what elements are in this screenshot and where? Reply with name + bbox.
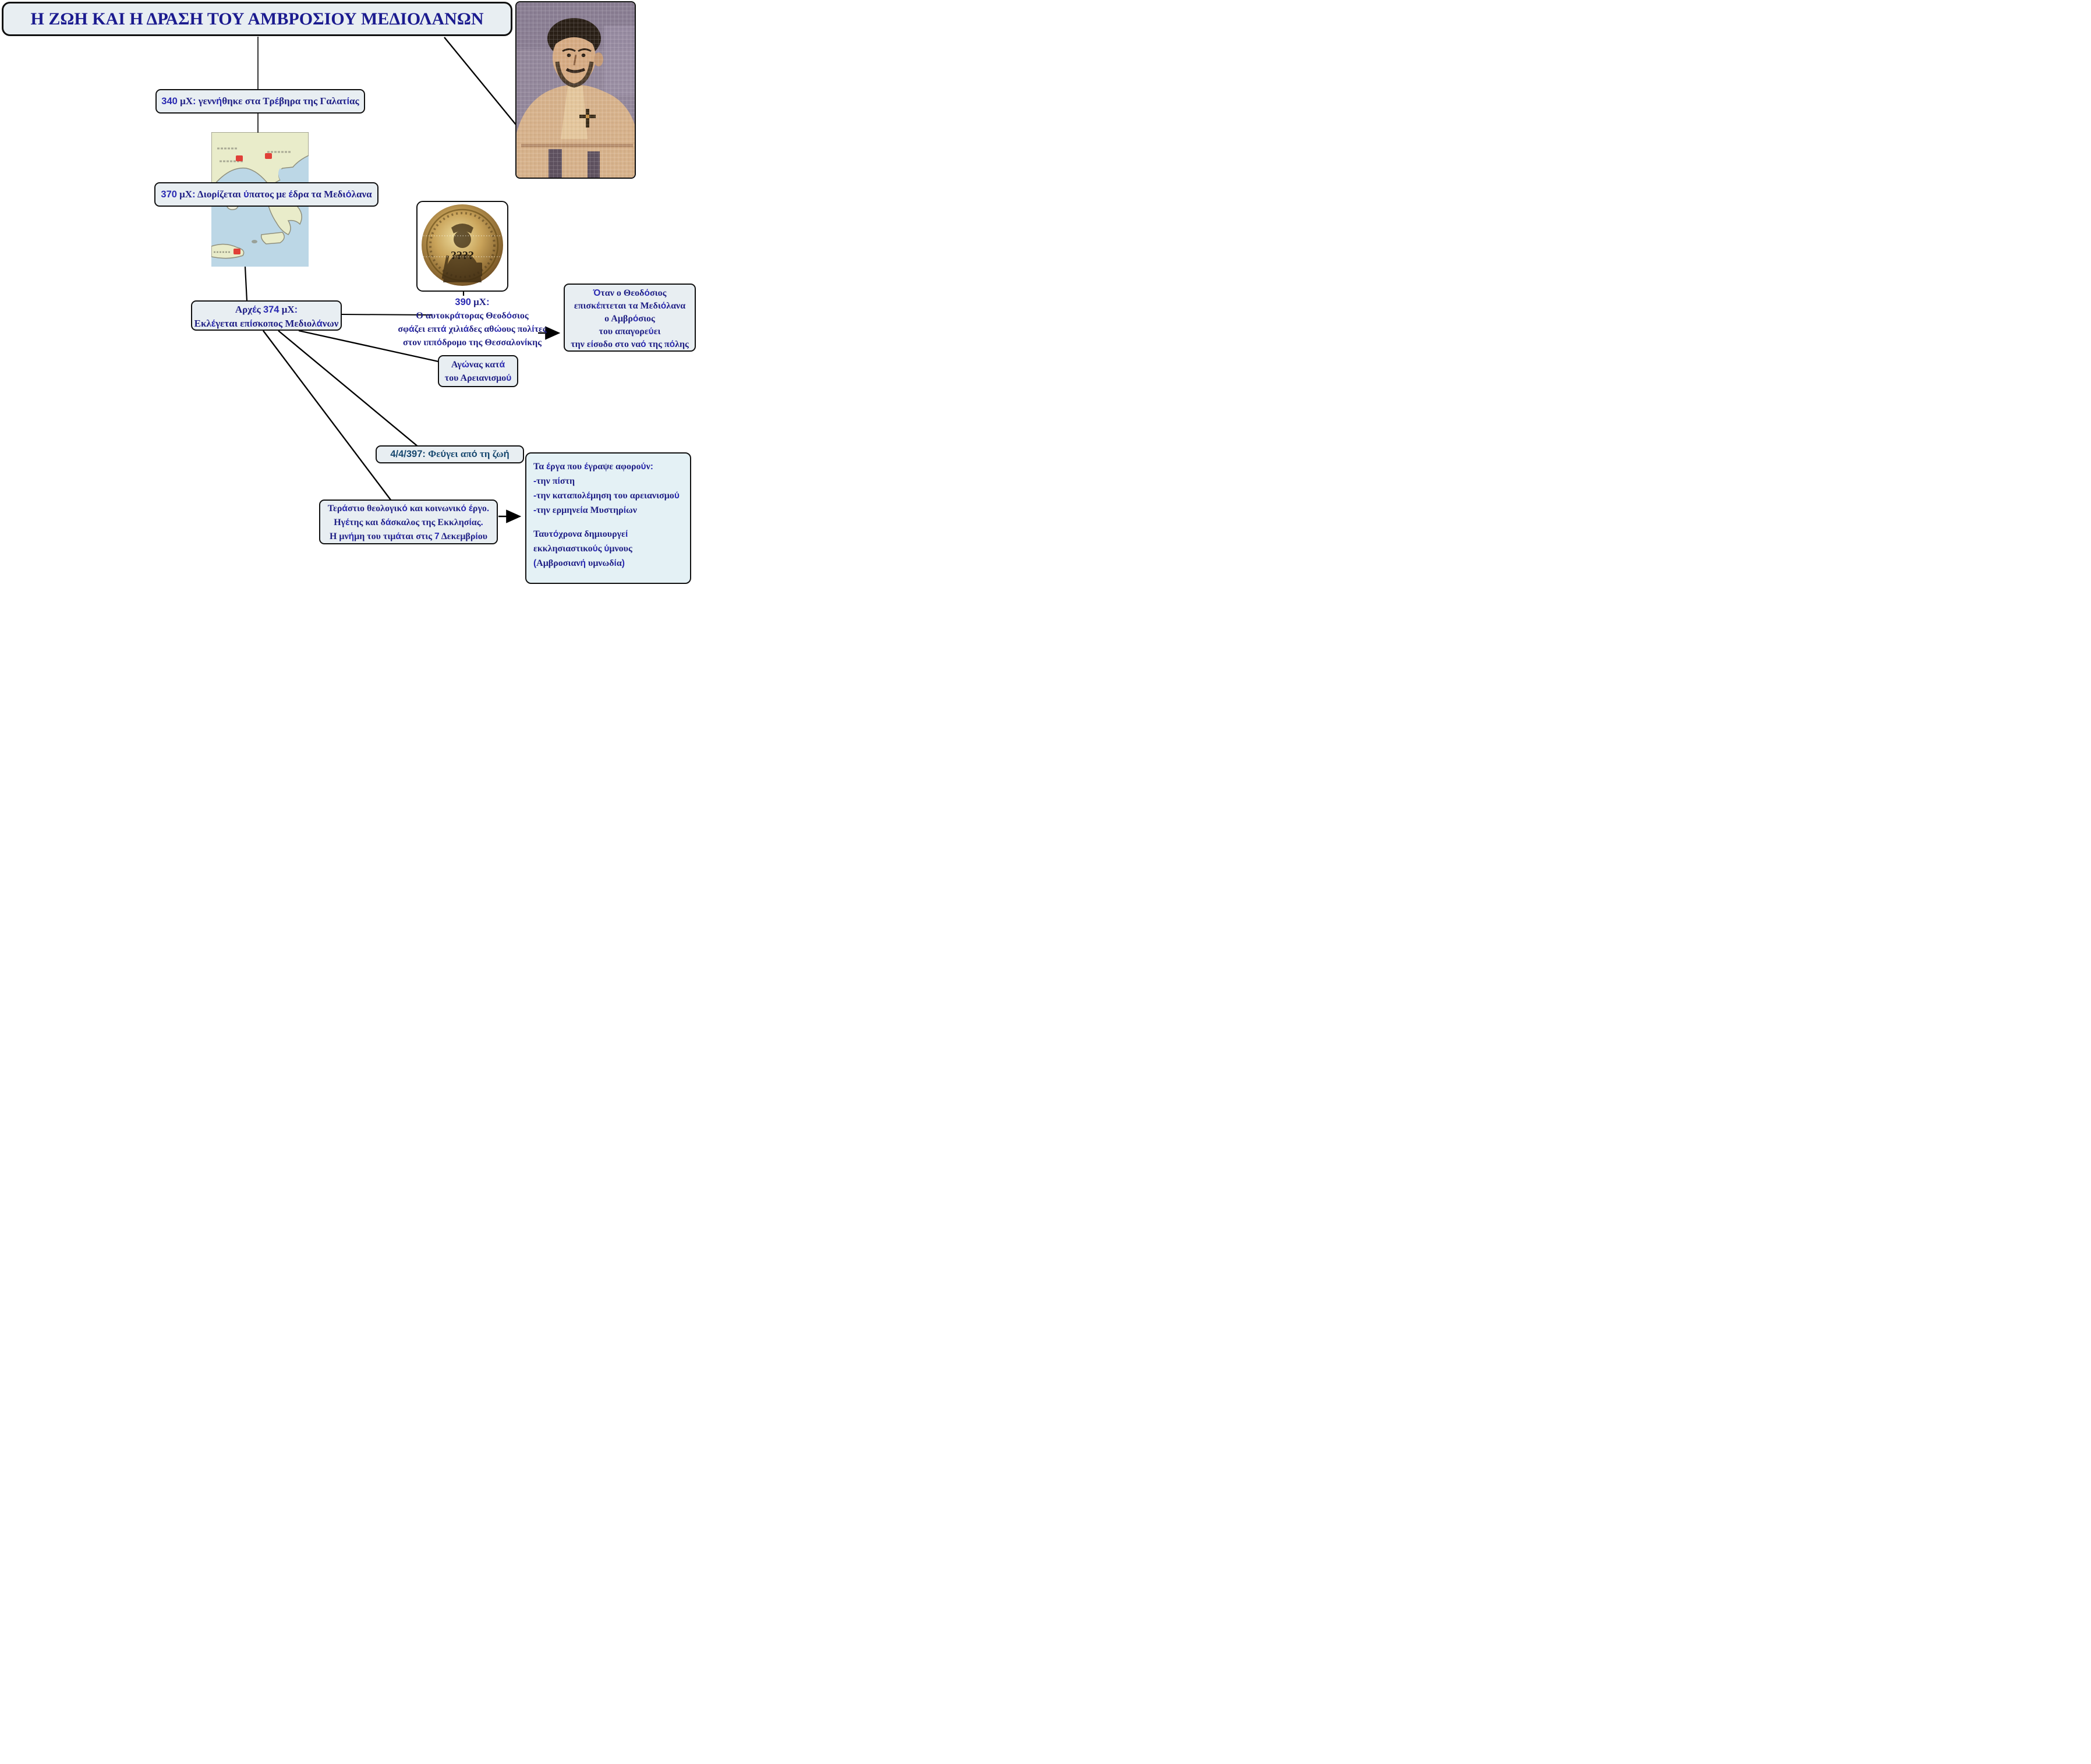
node-390-massacre-line: σφάζει επτά χιλιάδες αθώους πολίτες	[398, 324, 547, 334]
node-written-works-line: -την καταπολέμηση του αρειανισμού	[533, 491, 680, 501]
node-written-works-line: Ταυτόχρονα δημιουργεί	[533, 529, 628, 539]
node-374-bishop	[191, 300, 342, 331]
node-legacy-line: Ηγέτης και δάσκαλος της Εκκλησίας.	[334, 518, 483, 527]
node-397-death-text: 4/4/397: Φεύγει από τη ζωή	[390, 448, 510, 459]
node-390-massacre-line: στον ιππόδρομο της Θεσσαλονίκης	[402, 338, 542, 348]
node-church-ban-line: επισκέπτεται τα Μεδιόλανα	[574, 301, 686, 311]
node-written-works-line	[533, 518, 683, 527]
node-written-works-line: -την πίστη	[533, 476, 575, 486]
node-340-birth-text: 340 μΧ: γεννήθηκε στα Τρέβηρα της Γαλατίας	[161, 95, 359, 107]
node-374-bishop-line: Αρχές 374 μΧ:	[235, 304, 298, 315]
ambrose-mosaic-portrait	[515, 1, 636, 179]
node-374-bishop-line: Εκλέγεται επίσκοπος Μεδιολάνων	[194, 318, 339, 329]
node-340-birth	[155, 89, 365, 114]
connector-title-mosaic	[444, 37, 523, 134]
theodosius-coin-image	[416, 201, 508, 292]
node-legacy-line: Τεράστιο θεολογικό και κοινωνικό έργο.	[327, 504, 490, 513]
node-written-works-line: (Αμβροσιανή υμνωδία)	[533, 558, 625, 568]
node-arianism-struggle	[438, 355, 518, 387]
page-title-text: Η ΖΩΗ ΚΑΙ Η ΔΡΑΣΗ ΤΟΥ ΑΜΒΡΟΣΙΟΥ ΜΕΔΙΟΛΑΝΩΝ	[30, 9, 484, 29]
concept-map-canvas	[0, 0, 697, 588]
node-legacy	[319, 500, 498, 544]
node-church-ban-line: την είσοδο στο ναό της πόλης	[571, 339, 689, 349]
node-390-massacre	[396, 295, 549, 351]
node-arianism-line: του Αρειανισμού	[444, 373, 512, 383]
node-written-works-line: -την ερμηνεία Μυστηρίων	[533, 505, 637, 515]
node-370-consul	[154, 182, 378, 207]
node-church-ban-line: Όταν ο Θεοδόσιος	[593, 288, 667, 298]
node-church-ban	[564, 284, 696, 352]
coin-overlay-text: ????	[451, 249, 474, 262]
connector-map-bishop	[245, 267, 247, 301]
node-390-massacre-line: 390 μΧ:	[455, 296, 490, 307]
node-390-massacre-line: Ο αυτοκράτορας Θεοδόσιος	[416, 311, 529, 321]
node-written-works-line: εκκλησιαστικούς ύμνους	[533, 544, 632, 554]
node-legacy-line: Η μνήμη του τιμάται στις 7 Δεκεμβρίου	[329, 532, 488, 541]
node-arianism-line: Αγώνας κατά	[451, 360, 505, 370]
node-written-works-line: Τα έργα που έγραψε αφορούν:	[533, 462, 653, 472]
page-title	[2, 2, 512, 36]
node-church-ban-line: του απαγορεύει	[599, 327, 661, 336]
connector-bishop-legacy	[263, 331, 391, 501]
node-written-works	[525, 452, 691, 584]
node-370-consul-text: 370 μΧ: Διορίζεται ύπατος με έδρα τα Μεδιόλανα	[161, 189, 372, 200]
node-397-death	[376, 445, 524, 463]
node-church-ban-line: ο Αμβρόσιος	[604, 314, 655, 324]
